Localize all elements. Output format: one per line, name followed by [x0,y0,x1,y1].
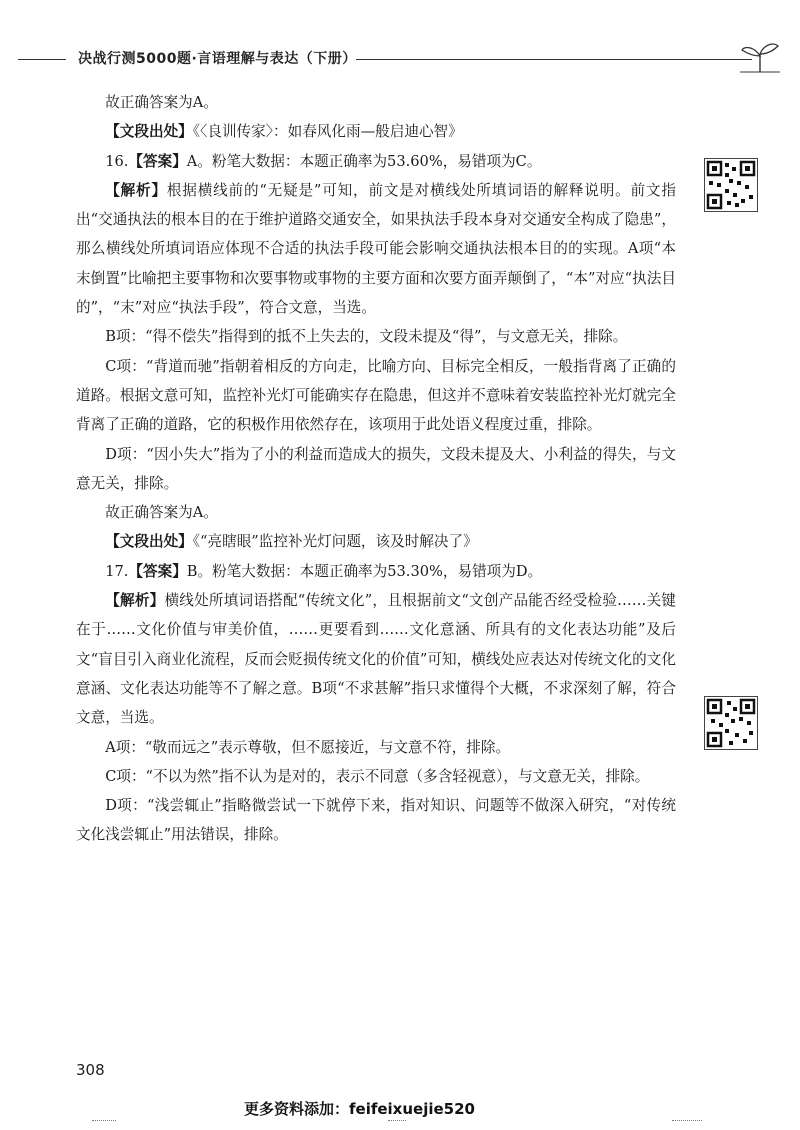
analysis-text: 根据横线前的“无疑是”可知，前文是对横线处所填词语的解释说明。前文指出“交通执法的根本目的在于维护道路交通安全，如果执法手段本身对交通安全构成了隐患”，那么横线处所填词语应体现不合适的执法手段可能会影响交通执法根本目的的实现。A项“本末倒置”比喻把主要事物和次要事物或事物的主要方面和次要方面弄颠倒了，“本”对应“执法目的”，“末”对应“执法手段”，符合文意，当选。 [76,181,676,317]
question-number: 17. [105,562,129,580]
header-rule-right [356,59,752,60]
answer-label: 【答案】 [128,562,187,580]
qr-code-icon [704,696,758,750]
option-c-paragraph: C项：“不以为然”指不认为是对的，表示不同意（多含轻视意），与文意无关，排除。 [105,767,650,785]
sprout-icon [740,40,780,74]
answer-label: 【答案】 [128,152,187,170]
source-text: 《〈良训传家〉：如春风化雨—般启迪心智》 [192,123,463,141]
answer-text: B。粉笔大数据：本题正确率为53.30%，易错项为D。 [186,562,543,580]
conclusion-paragraph: 故正确答案为A。 [105,94,218,111]
page-number: 308 [76,1061,105,1079]
answer-explanation-body [76,88,676,850]
option-c-paragraph: C项：“背道而驰”指朝着相反的方向走，比喻方向、目标完全相反，一般指背离了正确的道路。根据文意可知，监控补光灯可能确实存在隐患，但这并不意味着安装监控补光灯就完全背离了正确的道路，它的积极作用依然存在，该项用于此处语义程度过重，排除。 [76,357,676,434]
scan-edge-mark [388,1120,406,1121]
qr-code-icon [704,158,758,212]
footer-note: 更多资料添加：feifeixuejie520 [244,1100,475,1118]
source-text: 《“亮瞎眼”监控补光灯问题，该及时解决了》 [192,533,478,551]
option-a-paragraph: A项：“敬而远之”表示尊敬，但不愿接近，与文意不符，排除。 [105,738,511,756]
answer-paragraph [76,557,676,586]
scan-edge-mark [92,1120,116,1121]
analysis-label: 【解析】 [105,592,165,610]
answer-text: A。粉笔大数据：本题正确率为53.60%，易错项为C。 [186,152,542,170]
header-title: 决战行测5000题·言语理解与表达（下册） [78,51,357,67]
answer-paragraph [76,147,676,176]
option-d-paragraph: D项：“因小失大”指为了小的利益而造成大的损失，文段未提及大、小利益的得失，与文意无关，排除。 [76,445,676,492]
running-header [18,40,780,76]
option-b-paragraph: B项：“得不偿失”指得到的抵不上失去的，文段未提及“得”，与文意无关，排除。 [105,328,628,346]
analysis-paragraph [76,176,676,322]
analysis-label: 【解析】 [105,181,167,199]
analysis-paragraph [76,586,676,732]
source-label: 【文段出处】 [105,123,193,141]
source-label: 【文段出处】 [105,533,193,551]
analysis-text: 横线处所填词语搭配“传统文化”，且根据前文“文创产品能否经受检验……关键在于……文化价值与审美价值，……更要看到……文化意涵、所具有的文化表达功能”及后文“盲目引入商业化流程，反而会贬损传统文化的价值”可知，横线处应表达对传统文化的文化意涵、文化表达功能等不了解之意。B项“不求甚解”指只求懂得个大概，不求深刻了解，符合文意，当选。 [76,592,676,727]
source-paragraph [76,527,676,556]
conclusion-paragraph: 故正确答案为A。 [105,504,218,522]
scan-edge-mark [672,1120,702,1121]
source-paragraph [76,117,676,146]
question-number: 16. [105,152,129,170]
header-rule-left [18,59,66,60]
option-d-paragraph: D项：“浅尝辄止”指略微尝试一下就停下来，指对知识、问题等不做深入研究，“对传统文化浅尝辄止”用法错误，排除。 [76,797,676,844]
